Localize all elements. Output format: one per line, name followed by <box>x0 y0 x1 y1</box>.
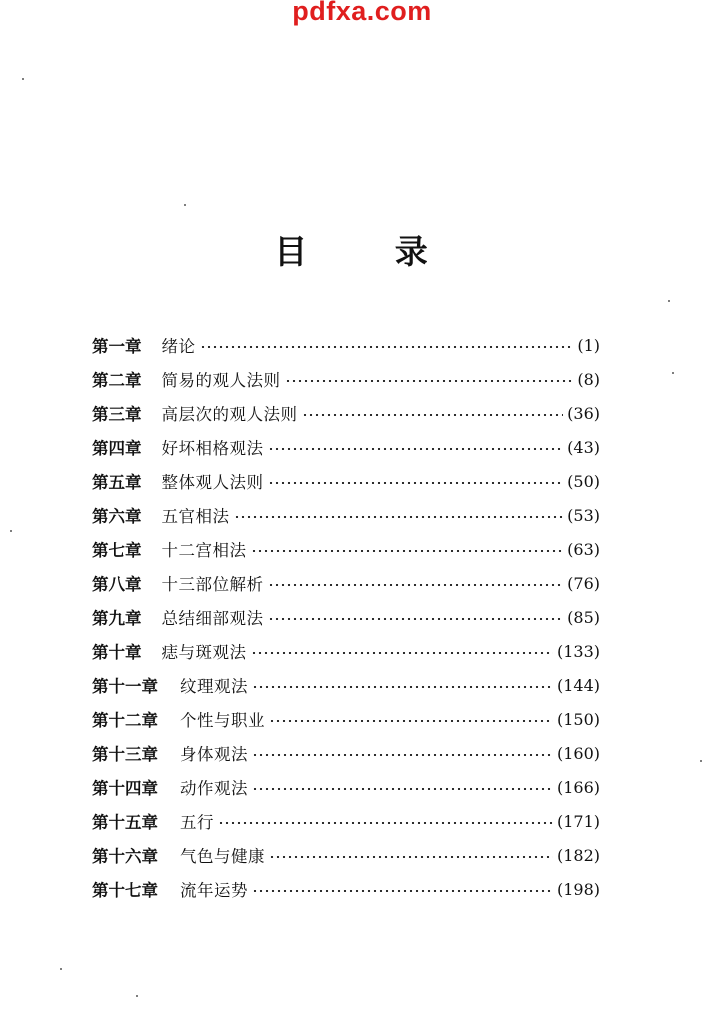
chapter-title: 十三部位解析 <box>161 575 264 594</box>
scan-speck <box>136 995 138 997</box>
dot-leader <box>200 346 574 348</box>
chapter-title: 整体观人法则 <box>161 473 264 492</box>
chapter-title: 总结细部观法 <box>161 609 264 628</box>
chapter-title: 纹理观法 <box>180 677 248 696</box>
dot-leader <box>234 516 564 518</box>
toc-entry[interactable] <box>92 634 600 668</box>
scan-speck <box>700 760 702 762</box>
chapter-title: 五行 <box>180 813 214 832</box>
dot-leader <box>268 482 564 484</box>
page-number: (1) <box>577 335 600 355</box>
chapter-title: 高层次的观人法则 <box>161 405 298 424</box>
toc-entry[interactable] <box>92 498 600 532</box>
chapter-number: 第十一章 <box>92 677 158 696</box>
page-number: (8) <box>577 369 600 389</box>
chapter-title: 动作观法 <box>180 779 248 798</box>
chapter-title: 身体观法 <box>180 745 248 764</box>
dot-leader <box>252 890 553 892</box>
page-number: (53) <box>567 505 600 525</box>
chapter-number: 第八章 <box>92 575 142 594</box>
toc-entry[interactable] <box>92 736 600 770</box>
chapter-number: 第十三章 <box>92 745 158 764</box>
chapter-title: 五官相法 <box>161 507 230 526</box>
dot-leader <box>285 380 574 382</box>
dot-leader <box>252 686 553 688</box>
toc-entry[interactable] <box>92 668 600 702</box>
chapter-number: 第十六章 <box>92 847 158 866</box>
toc-entry[interactable] <box>92 464 600 498</box>
toc-entry[interactable] <box>92 362 600 396</box>
toc-entry[interactable] <box>92 770 600 804</box>
toc-entry[interactable] <box>92 838 600 872</box>
page-number: (85) <box>567 607 600 627</box>
page-number: (43) <box>567 437 600 457</box>
chapter-title: 个性与职业 <box>180 711 265 730</box>
chapter-title: 流年运势 <box>180 881 248 900</box>
page-number: (150) <box>556 709 600 729</box>
chapter-number: 第十七章 <box>92 881 158 900</box>
toc-entry[interactable] <box>92 804 600 838</box>
page-number: (63) <box>567 539 600 559</box>
chapter-number: 第九章 <box>92 609 142 628</box>
toc-entry[interactable] <box>92 566 600 600</box>
toc-entry[interactable] <box>92 328 600 362</box>
toc-entry[interactable] <box>92 600 600 634</box>
page-number: (171) <box>556 811 600 831</box>
scan-speck <box>22 78 24 80</box>
chapter-number: 第十二章 <box>92 711 158 730</box>
page-number: (76) <box>567 573 600 593</box>
page-number: (160) <box>556 743 600 763</box>
chapter-title: 绪论 <box>161 337 196 356</box>
chapter-number: 第十四章 <box>92 779 158 798</box>
chapter-title: 痣与斑观法 <box>161 643 247 662</box>
page-number: (166) <box>556 777 600 797</box>
dot-leader <box>252 754 553 756</box>
page-number: (182) <box>556 845 600 865</box>
dot-leader <box>218 822 553 824</box>
dot-leader <box>269 720 553 722</box>
scan-speck <box>668 300 670 302</box>
page-number: (144) <box>556 675 600 695</box>
chapter-number: 第十五章 <box>92 813 158 832</box>
scan-speck <box>60 968 62 970</box>
page-number: (133) <box>556 641 600 661</box>
dot-leader <box>269 856 553 858</box>
toc-entry[interactable] <box>92 430 600 464</box>
dot-leader <box>302 414 564 416</box>
page-number: (36) <box>567 403 600 423</box>
dot-leader <box>251 652 553 654</box>
chapter-number: 第二章 <box>92 371 142 390</box>
scan-speck <box>10 530 12 532</box>
chapter-number: 第六章 <box>92 507 142 526</box>
chapter-title: 十二宫相法 <box>161 541 247 560</box>
chapter-number: 第三章 <box>92 405 142 424</box>
toc-entry[interactable] <box>92 532 600 566</box>
chapter-title: 简易的观人法则 <box>161 371 281 390</box>
chapter-number: 第五章 <box>92 473 142 492</box>
chapter-title: 气色与健康 <box>180 847 265 866</box>
page-number: (198) <box>556 879 600 899</box>
chapter-title: 好坏相格观法 <box>161 439 264 458</box>
page-title: 目 录 <box>274 232 466 271</box>
toc-entry[interactable] <box>92 702 600 736</box>
page-number: (50) <box>567 471 600 491</box>
toc-entry[interactable] <box>92 872 600 906</box>
dot-leader <box>268 584 564 586</box>
chapter-number: 第七章 <box>92 541 142 560</box>
scan-speck <box>672 372 674 374</box>
chapter-number: 第一章 <box>92 337 142 356</box>
dot-leader <box>268 618 564 620</box>
dot-leader <box>268 448 564 450</box>
dot-leader <box>251 550 564 552</box>
table-of-contents <box>92 328 600 906</box>
watermark-logo: pdfxa.com <box>292 0 432 26</box>
toc-entry[interactable] <box>92 396 600 430</box>
scan-speck <box>184 204 186 206</box>
chapter-number: 第十章 <box>92 643 142 662</box>
chapter-number: 第四章 <box>92 439 142 458</box>
dot-leader <box>252 788 553 790</box>
